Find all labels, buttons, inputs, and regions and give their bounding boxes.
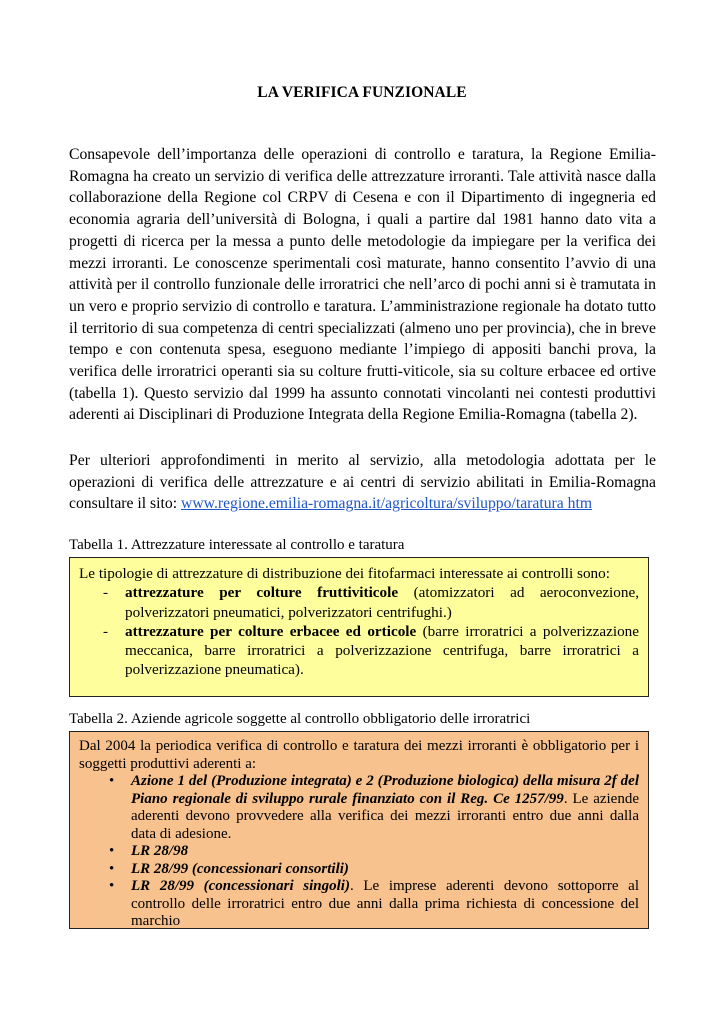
list-item — [79, 583, 639, 622]
table2-intro: Dal 2004 la periodica verifica di controllo e taratura dei mezzi irroranti è obbligatorio per i soggetti produttivi aderenti a: — [79, 738, 639, 772]
bullet-marker: • — [109, 878, 115, 894]
item-text: (barre irroratrici a polverizzazione meccanica, barre irroratrici a polverizzazione centrifuga, barre irroratrici a polverizzazione pneumatica). — [125, 622, 640, 679]
bullet-marker: • — [109, 843, 115, 859]
item-text: . Le imprese aderenti devono sottoporre al controllo delle irroratrici entro due anni dalla prima richiesta di concessione del marchio — [131, 878, 639, 929]
list-item — [79, 622, 639, 680]
table1-box — [69, 557, 649, 697]
website-link[interactable]: www.regione.emilia-romagna.it/agricoltura/sviluppo/taratura htm — [180, 495, 593, 513]
item-bold-text: LR 28/99 (concessionari singoli) — [131, 878, 350, 894]
item-bold-text: attrezzature per colture erbacee ed orticole — [125, 622, 417, 640]
table1-intro: Le tipologie di attrezzature di distribuzione dei fitofarmaci interessate ai controlli sono: — [79, 565, 610, 582]
item-text: (atomizzatori ad aeroconvezione, polverizzatori pneumatici, polverizzatori centrifughi.) — [125, 584, 639, 621]
item-bold-text: LR 28/99 (concessionari consortili) — [131, 860, 349, 877]
item-bold-text: Azione 1 del (Produzione integrata) e 2 (Produzione biologica) della misura 2f del Piano regionale di sviluppo rurale finanziato con il Reg. Ce 1257/99 — [131, 773, 639, 807]
dash-marker: - — [103, 622, 109, 640]
table2-box — [69, 731, 649, 929]
item-bold-text: attrezzature per colture fruttiviticole — [125, 584, 399, 602]
reference-paragraph — [69, 450, 656, 515]
list-item — [79, 843, 639, 861]
page-title: LA VERIFICA FUNZIONALE — [257, 84, 467, 101]
list-item — [79, 861, 639, 879]
table2-caption: Tabella 2. Aziende agricole soggette al controllo obbligatorio delle irroratrici — [69, 711, 531, 727]
intro-paragraph: Consapevole dell’importanza delle operazioni di controllo e taratura, la Regione Emilia-Romagna ha creato un servizio di verifica delle attrezzature irroranti. Tale attività nasce dalla collaborazione della Regione col CRPV di Cesena e con il Dipartimento di ingegneria ed economia agraria dell’università di Bologna, i quali a partire dal 1981 hanno dato vita a progetti di ricerca per la messa a punto delle metodologie da impiegare per la verifica dei mezzi irroranti. Le conoscenze sperimentali così maturate, hanno consentito l’avvio di una attività per il controllo funzionale delle irroratrici che nell’arco di pochi anni si è tramutata in un vero e proprio servizio di controllo e taratura. L’amministrazione regionale ha dotato tutto il territorio di sua competenza di centri specializzati (almeno uno per provincia), che in breve tempo e con contenuta spesa, eseguono mediante l’impiego di appositi banchi prova, la verifica delle irroratrici operanti sia su colture frutti-viticole, sia su colture erbacee ed ortive (tabella 1). Questo servizio dal 1999 ha assunto connotati vincolanti nei contesti produttivi aderenti ai Disciplinari di Produzione Integrata della Regione Emilia-Romagna (tabella 2). — [69, 146, 656, 424]
bullet-marker: • — [109, 860, 115, 877]
reference-text: Per ulteriori approfondimenti in merito al servizio, alla metodologia adottata per le operazioni di verifica delle attrezzature e ai centri di servizio abilitati in Emilia-Romagna consultare il sito: — [69, 452, 656, 513]
bullet-marker: • — [109, 773, 115, 789]
list-item — [79, 773, 639, 843]
list-item — [79, 878, 639, 931]
item-text: . Le aziende aderenti devono provvedere alla verifica dei mezzi irroranti entro due anni dalla data di adesione. — [131, 790, 639, 842]
item-bold-text: LR 28/98 — [131, 843, 189, 859]
table1-caption: Tabella 1. Attrezzature interessate al controllo e taratura — [69, 537, 405, 553]
dash-marker: - — [103, 584, 109, 602]
